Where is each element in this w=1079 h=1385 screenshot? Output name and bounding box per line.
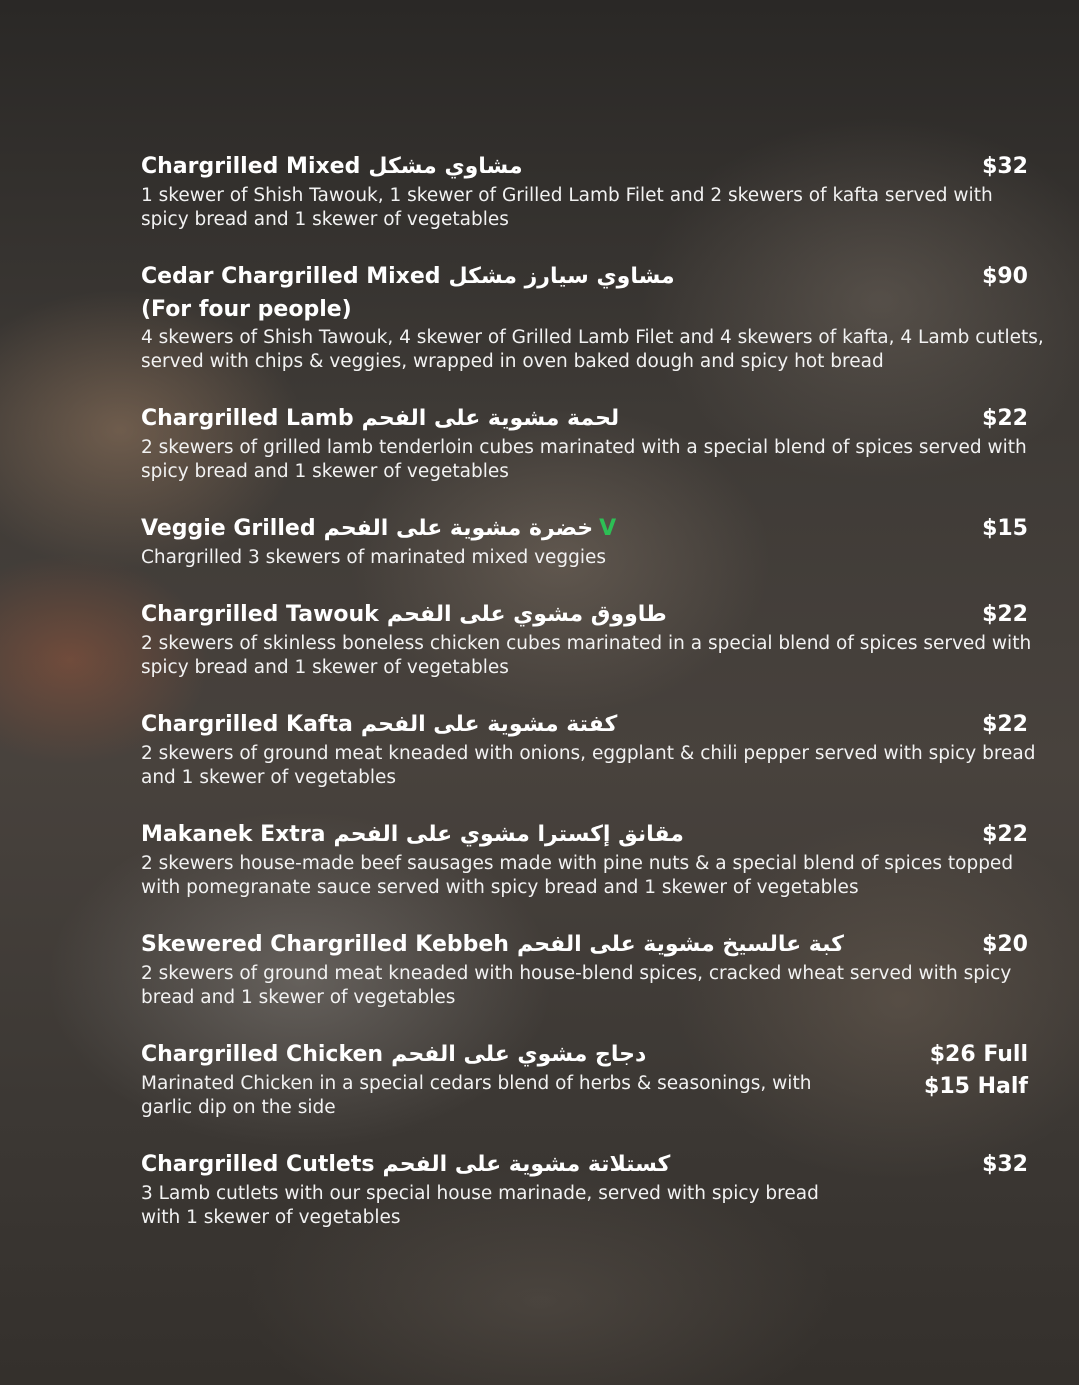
menu-item-name: Veggie Grilled	[141, 516, 316, 541]
vegetarian-badge: V	[599, 516, 617, 541]
menu-item-arabic-name: لحمة مشوية على الفحم	[361, 406, 620, 431]
menu-item-description: 1 skewer of Shish Tawouk, 1 skewer of Grilled Lamb Filet and 2 skewers of kafta served with spicy bread and 1 skewer of vegetables	[141, 185, 993, 230]
menu-item-description: Chargrilled 3 skewers of marinated mixed veggies	[141, 547, 607, 568]
menu-item-name: Cedar Chargrilled Mixed	[141, 264, 441, 289]
menu-item-arabic-name: مشاوي مشكل	[368, 154, 523, 179]
menu-item-chargrilled-tawouk	[141, 598, 1046, 680]
menu-item-name: Chargrilled Mixed	[141, 154, 361, 179]
menu-item-price: $22	[982, 712, 1028, 737]
menu-list	[141, 150, 1046, 1258]
menu-item-arabic-name: كفتة مشوية على الفحم	[360, 712, 618, 737]
menu-item-body	[141, 1072, 1028, 1120]
menu-item-arabic-name: مشاوي سيارز مشكل	[448, 264, 675, 289]
menu-item-description: 2 skewers of ground meat kneaded with house-blend spices, cracked wheat served with spicy bread and 1 skewer of vegetables	[141, 963, 1012, 1008]
menu-item-description: 3 Lamb cutlets with our special house marinade, served with spicy bread with 1 skewer of vegetables	[141, 1183, 819, 1228]
menu-item-header	[141, 928, 1028, 962]
menu-item-price: $32	[982, 154, 1028, 179]
menu-item-header	[141, 402, 1028, 436]
menu-item-name: Chargrilled Lamb	[141, 406, 354, 431]
menu-item-title	[141, 928, 844, 962]
menu-item-title	[141, 1038, 646, 1072]
menu-item-subtitle: (For four people)	[141, 297, 352, 322]
menu-item-price-half: $15 Half	[924, 1074, 1028, 1099]
menu-item-price: $32	[982, 1152, 1028, 1177]
menu-item-description: 2 skewers of ground meat kneaded with onions, eggplant & chili pepper served with spicy bread and 1 skewer of vegetables	[141, 743, 1036, 788]
menu-item-arabic-name: كستلاتة مشوية على الفحم	[382, 1152, 671, 1177]
menu-item-arabic-name: مقانق إكسترا مشوي على الفحم	[333, 822, 684, 847]
menu-item-price: $22	[982, 406, 1028, 431]
menu-item-title	[141, 260, 675, 294]
menu-item-arabic-name: خضرة مشوية على الفحم	[323, 516, 594, 541]
menu-item-arabic-name: دجاج مشوي على الفحم	[391, 1042, 647, 1067]
menu-item-header	[141, 708, 1028, 742]
menu-item-title	[141, 818, 684, 852]
menu-item-price: $90	[982, 264, 1028, 289]
menu-item-veggie-grilled	[141, 512, 1046, 570]
menu-item-price-full: $26 Full	[929, 1042, 1028, 1067]
menu-item-price: $22	[982, 602, 1028, 627]
menu-item-header	[141, 818, 1028, 852]
menu-item-title	[141, 150, 523, 184]
menu-item-name: Makanek Extra	[141, 822, 326, 847]
menu-item-cedar-chargrilled-mixed	[141, 260, 1046, 374]
menu-item-header	[141, 150, 1028, 184]
menu-item-price: $15	[982, 516, 1028, 541]
menu-item-chargrilled-mixed	[141, 150, 1046, 232]
menu-item-price: $20	[982, 932, 1028, 957]
menu-item-title	[141, 708, 617, 742]
menu-item-name: Skewered Chargrilled Kebbeh	[141, 932, 509, 957]
menu-item-price: $22	[982, 822, 1028, 847]
menu-item-name: Chargrilled Cutlets	[141, 1152, 375, 1177]
menu-item-title	[141, 1148, 670, 1182]
menu-item-chargrilled-chicken	[141, 1038, 1046, 1120]
menu-item-chargrilled-cutlets	[141, 1148, 1046, 1230]
menu-item-header	[141, 598, 1028, 632]
menu-item-description: 2 skewers of grilled lamb tenderloin cubes marinated with a special blend of spices served with spicy bread and 1 skewer of vegetables	[141, 437, 1027, 482]
menu-item-header	[141, 260, 1028, 294]
menu-item-name: Chargrilled Kafta	[141, 712, 353, 737]
menu-item-description: 2 skewers house-made beef sausages made with pine nuts & a special blend of spices topped with pomegranate sauce served with spicy bread and 1 skewer of vegetables	[141, 853, 1014, 898]
menu-item-arabic-name: طاووق مشوي على الفحم	[386, 602, 667, 627]
menu-item-header	[141, 1148, 1028, 1182]
menu-item-title	[141, 598, 667, 632]
menu-item-chargrilled-kafta	[141, 708, 1046, 790]
menu-item-header	[141, 512, 1028, 546]
menu-item-name: Chargrilled Tawouk	[141, 602, 379, 627]
menu-item-description: Marinated Chicken in a special cedars blend of herbs & seasonings, with garlic dip on the side	[141, 1073, 812, 1118]
menu-item-makanek-extra	[141, 818, 1046, 900]
menu-item-header	[141, 1038, 1028, 1072]
menu-item-title	[141, 402, 619, 436]
menu-item-description: 2 skewers of skinless boneless chicken cubes marinated in a special blend of spices served with spicy bread and 1 skewer of vegetables	[141, 633, 1032, 678]
menu-item-chargrilled-lamb	[141, 402, 1046, 484]
menu-item-arabic-name: كبة عالسيخ مشوية على الفحم	[516, 932, 844, 957]
menu-item-name: Chargrilled Chicken	[141, 1042, 384, 1067]
menu-item-description: 4 skewers of Shish Tawouk, 4 skewer of Grilled Lamb Filet and 4 skewers of kafta, 4 Lamb cutlets, served with chips & veggies, wrapped in oven baked dough and spicy hot bread	[141, 327, 1044, 372]
menu-item-skewered-chargrilled-kebbeh	[141, 928, 1046, 1010]
menu-item-title	[141, 512, 616, 546]
